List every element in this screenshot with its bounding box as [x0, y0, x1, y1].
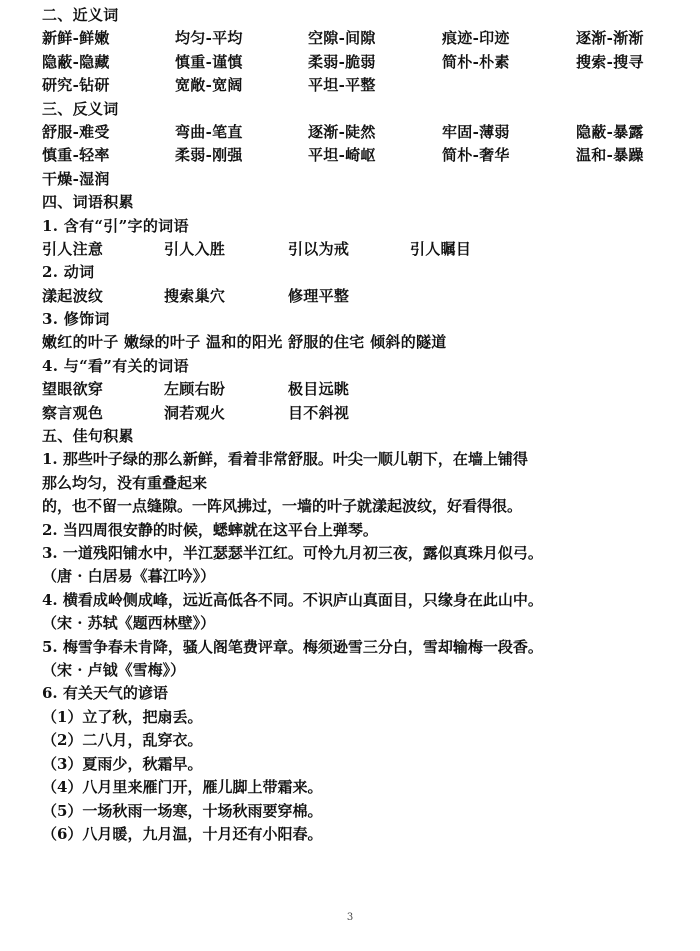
word-item: 引人入胜 — [164, 239, 226, 258]
word-item: 修理平整 — [288, 286, 350, 305]
word-item: 引以为戒 — [288, 239, 350, 258]
antonym-pair: 牢固-薄弱 — [442, 122, 510, 141]
proverb: （5）一场秋雨一场寒，十场秋雨要穿棉。 — [42, 801, 323, 820]
synonym-pair: 空隙-间隙 — [308, 29, 376, 48]
word-item: 引人瞩目 — [410, 239, 472, 258]
synonym-pair: 平坦-平整 — [308, 76, 376, 95]
proverb: （6）八月暖，九月温，十月还有小阳春。 — [42, 824, 323, 843]
synonym-pair: 痕迹-印迹 — [442, 29, 510, 48]
word-item: 望眼欲穿 — [42, 380, 104, 399]
word-item: 察言观色 — [42, 403, 104, 422]
proverb: （2）二八月，乱穿衣。 — [42, 731, 203, 750]
sentence-line: 2. 当四周很安静的时候，蟋蟀就在这平台上弹琴。 — [42, 520, 378, 539]
modifier-phrases: 嫩红的叶子 嫩绿的叶子 温和的阳光 舒服的住宅 倾斜的隧道 — [42, 333, 447, 352]
subsection-title: 3. 修饰词 — [42, 310, 110, 329]
word-row — [42, 378, 672, 401]
antonym-pair: 弯曲-笔直 — [175, 122, 243, 141]
synonym-pair: 研究-钻研 — [42, 76, 110, 95]
synonym-row — [42, 51, 672, 74]
synonym-pair: 搜索-搜寻 — [576, 52, 644, 71]
subsection-title: 2. 动词 — [42, 263, 95, 282]
section-heading-synonyms: 二、近义词 — [42, 6, 119, 24]
sentence-line: 5. 梅雪争春未肯降，骚人阁笔费评章。梅须逊雪三分白，雪却输梅一段香。 — [42, 637, 543, 656]
antonym-pair: 平坦-崎岖 — [308, 146, 376, 165]
antonym-pair: 逐渐-陡然 — [308, 122, 376, 141]
antonym-row — [42, 121, 672, 144]
antonym-pair: 简朴-奢华 — [442, 146, 510, 165]
subsection-title: 4. 与“看”有关的词语 — [42, 356, 189, 375]
word-item: 极目远眺 — [288, 380, 350, 399]
word-item: 目不斜视 — [288, 403, 350, 422]
sentence-line: 1. 那些叶子绿的那么新鲜，看着非常舒服。叶尖一顺儿朝下，在墙上铺得 — [42, 450, 528, 469]
synonym-pair: 均匀-平均 — [175, 29, 243, 48]
synonym-row — [42, 74, 672, 97]
poem-source: （唐 · 白居易《暮江吟》） — [42, 567, 216, 586]
word-item: 洞若观火 — [164, 403, 226, 422]
word-row — [42, 238, 672, 261]
word-item: 引人注意 — [42, 239, 104, 258]
sentence-line: 3. 一道残阳铺水中，半江瑟瑟半江红。可怜九月初三夜，露似真珠月似弓。 — [42, 544, 543, 563]
antonym-pair: 隐蔽-暴露 — [576, 122, 644, 141]
document-content — [42, 4, 672, 846]
section-heading-words: 四、词语积累 — [42, 193, 134, 212]
antonym-pair: 柔弱-刚强 — [175, 146, 243, 165]
word-item: 左顾右盼 — [164, 380, 226, 399]
synonym-pair: 隐蔽-隐藏 — [42, 52, 110, 71]
antonym-pair: 慎重-轻率 — [42, 146, 110, 165]
sentence-line: 那么均匀，没有重叠起来 — [42, 473, 208, 492]
proverb: （3）夏雨少，秋霜早。 — [42, 754, 203, 773]
proverb: （1）立了秋，把扇丢。 — [42, 707, 203, 726]
subsection-title: 1. 含有“引”字的词语 — [42, 216, 189, 235]
word-item: 漾起波纹 — [42, 286, 104, 305]
synonym-pair: 柔弱-脆弱 — [308, 52, 376, 71]
synonym-pair: 逐渐-渐渐 — [576, 29, 644, 48]
sentence-line: 的，也不留一点缝隙。一阵风拂过，一墙的叶子就漾起波纹，好看得很。 — [42, 497, 523, 516]
section-heading-sentences: 五、佳句积累 — [42, 427, 134, 446]
antonym-row — [42, 168, 672, 191]
antonym-row — [42, 144, 672, 167]
synonym-pair: 慎重-谨慎 — [175, 52, 243, 71]
word-item: 搜索巢穴 — [164, 286, 226, 305]
synonym-pair: 简朴-朴素 — [442, 52, 510, 71]
antonym-pair: 干燥-湿润 — [42, 169, 110, 188]
sentence-line: 4. 横看成岭侧成峰，远近高低各不同。不识庐山真面目，只缘身在此山中。 — [42, 590, 543, 609]
synonym-pair: 宽敞-宽阔 — [175, 76, 243, 95]
page-number: 3 — [346, 912, 354, 923]
subsection-title: 6. 有关天气的谚语 — [42, 684, 168, 703]
antonym-pair: 温和-暴躁 — [576, 146, 644, 165]
antonym-pair: 舒服-难受 — [42, 122, 110, 141]
proverb: （4）八月里来雁门开，雁儿脚上带霜来。 — [42, 778, 323, 797]
poem-source: （宋 · 苏轼《题西林壁》） — [42, 614, 216, 633]
synonym-pair: 新鲜-鲜嫩 — [42, 29, 110, 48]
poem-source: （宋 · 卢钺《雪梅》） — [42, 661, 186, 680]
word-row — [42, 402, 672, 425]
section-heading-antonyms: 三、反义词 — [42, 99, 119, 118]
word-row — [42, 285, 672, 308]
synonym-row — [42, 27, 672, 50]
